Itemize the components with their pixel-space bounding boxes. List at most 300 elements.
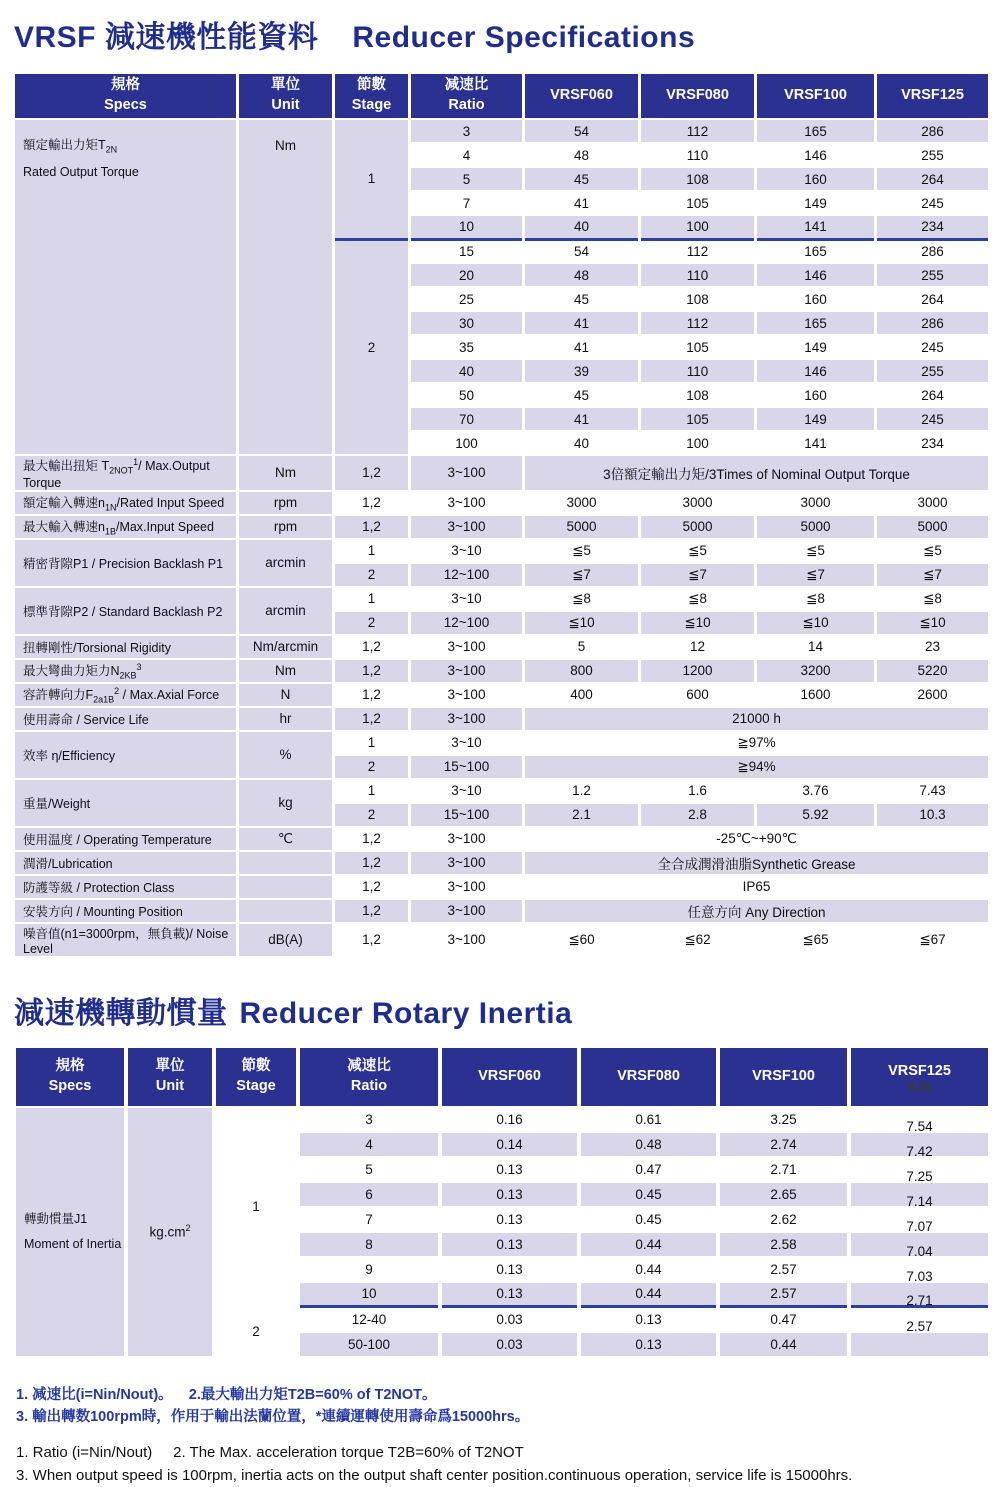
cell: 105 [640, 335, 756, 359]
ratio: 3~100 [410, 827, 524, 851]
footnote-en-1: 1. Ratio (i=Nin/Nout) 2. The Max. acceleration torque T2B=60% of T2NOT [16, 1442, 988, 1465]
cell: 105 [640, 191, 756, 215]
cell: 149 [756, 191, 876, 215]
ratio: 10 [298, 1282, 440, 1307]
table-row [14, 539, 990, 563]
offset-value: 7.54 [906, 1119, 932, 1134]
cell: 0.48 [579, 1132, 718, 1157]
ratio: 10 [410, 215, 524, 239]
column-header: VRSF125 [876, 73, 990, 119]
cell: 5.92 [756, 803, 876, 827]
stage: 1 [334, 119, 410, 239]
table-row [14, 707, 990, 731]
ratio: 12~100 [410, 611, 524, 635]
spec-efficiency: 效率 η/Efficiency [14, 731, 238, 779]
ratio: 5 [410, 167, 524, 191]
cell: 255 [876, 143, 990, 167]
cell: 任意方向 Any Direction [524, 899, 990, 923]
column-header: VRSF060 [440, 1047, 579, 1107]
cell: arcmin [238, 539, 334, 587]
footnotes [16, 1384, 988, 1487]
cell: 1.2 [524, 779, 640, 803]
spec-rated-output-torque: 額定輸出力矩$T_{2N}$ Rated Output Torque [14, 119, 238, 455]
column-header: VRSF080 [579, 1047, 718, 1107]
cell: 0.44 [579, 1282, 718, 1307]
footnote-zh-2: 3. 輸出轉数100rpm時，作用于輸出法蘭位置，*連續運轉使用壽命爲15000hrs。 [16, 1406, 988, 1428]
stage: 1 [334, 731, 410, 755]
cell: 286 [876, 239, 990, 263]
footnote-zh-1: 1. 减速比(i=Nin/Nout)。 2.最大輸出力矩T2B=60% of T2NOT。 [16, 1384, 988, 1406]
column-header: VRSF125 9.21 [849, 1047, 990, 1107]
cell: 245 [876, 335, 990, 359]
cell: 108 [640, 287, 756, 311]
table-row [14, 875, 990, 899]
spec-moment-of-inertia: 轉動慣量J1 Moment of Inertia [14, 1107, 126, 1357]
cell: 1.6 [640, 779, 756, 803]
cell: 2.62 [718, 1207, 849, 1232]
table-row [14, 1107, 990, 1132]
cell: 3倍額定輸出力矩/3Times of Nominal Output Torque [524, 455, 990, 491]
cell: 2600 [876, 683, 990, 707]
spec-standard-backlash: 標準背隙P2 / Standard Backlash P2 [14, 587, 238, 635]
cell: N [238, 683, 334, 707]
cell: 2.65 [718, 1182, 849, 1207]
cell: 264 [876, 287, 990, 311]
footnote-en-2: 3. When output speed is 100rpm, inertia acts on the output shaft center position.continuous operation, service life is 15000hrs. [16, 1465, 988, 1487]
offset-value: 7.25 [906, 1169, 932, 1184]
cell: ≦7 [640, 563, 756, 587]
ratio: 35 [410, 335, 524, 359]
ratio: 7 [410, 191, 524, 215]
cell: kg [238, 779, 334, 827]
cell: 0.13 [440, 1182, 579, 1207]
cell: 141 [756, 431, 876, 455]
cell: 146 [756, 143, 876, 167]
spec-rated-input-speed: 額定輸入轉速$n_{1N}$/Rated Input Speed [14, 491, 238, 515]
table-row [14, 587, 990, 611]
cell [849, 1157, 990, 1182]
cell: 0.47 [579, 1157, 718, 1182]
ratio: 3~100 [410, 455, 524, 491]
stage: 2 [334, 563, 410, 587]
stage: 1 [334, 587, 410, 611]
cell: 5 [524, 635, 640, 659]
cell: ≦8 [756, 587, 876, 611]
cell: 160 [756, 167, 876, 191]
rotary-inertia-table [12, 1046, 992, 1358]
cell: 1600 [756, 683, 876, 707]
cell: 112 [640, 119, 756, 143]
cell: 3000 [640, 491, 756, 515]
cell: hr [238, 707, 334, 731]
cell: 2.8 [640, 803, 756, 827]
cell: 600 [640, 683, 756, 707]
cell: ≦10 [640, 611, 756, 635]
ratio: 9 [298, 1257, 440, 1282]
ratio: 3~100 [410, 515, 524, 539]
cell: 100 [640, 215, 756, 239]
cell: 2.1 [524, 803, 640, 827]
cell: 165 [756, 311, 876, 335]
cell: 0.44 [718, 1332, 849, 1357]
column-header: 節數 Stage [334, 73, 410, 119]
cell: ≧94% [524, 755, 990, 779]
cell: 3.76 [756, 779, 876, 803]
cell: 14 [756, 635, 876, 659]
inertia-title-en: Reducer Rotary Inertia [240, 997, 573, 1030]
column-header: 單位 Unit [238, 73, 334, 119]
stage: 1,2 [334, 899, 410, 923]
cell: 112 [640, 311, 756, 335]
cell: 2.57 [718, 1282, 849, 1307]
cell: 2.57 [718, 1257, 849, 1282]
cell: 2.71 [718, 1157, 849, 1182]
ratio: 100 [410, 431, 524, 455]
cell: 5220 [876, 659, 990, 683]
offset-value: 7.04 [906, 1244, 932, 1259]
cell: ≦5 [524, 539, 640, 563]
cell: 112 [640, 239, 756, 263]
cell: 110 [640, 359, 756, 383]
cell: 264 [876, 383, 990, 407]
cell: ≦10 [876, 611, 990, 635]
cell: 3000 [524, 491, 640, 515]
ratio: 50 [410, 383, 524, 407]
stage: 1 [214, 1107, 298, 1307]
column-header: 减速比 Ratio [410, 73, 524, 119]
cell: 0.16 [440, 1107, 579, 1132]
cell: 10.3 [876, 803, 990, 827]
cell: 41 [524, 407, 640, 431]
cell: ≦5 [640, 539, 756, 563]
table-row [14, 731, 990, 755]
cell: ≦7 [876, 563, 990, 587]
ratio: 5 [298, 1157, 440, 1182]
offset-value: 2.57 [906, 1319, 932, 1334]
cell: 3.25 [718, 1107, 849, 1132]
cell: 40 [524, 215, 640, 239]
cell: 1200 [640, 659, 756, 683]
cell: 105 [640, 407, 756, 431]
cell: 40 [524, 431, 640, 455]
ratio: 3~100 [410, 707, 524, 731]
ratio: 3~100 [410, 899, 524, 923]
cell: 21000 h [524, 707, 990, 731]
table-row [14, 455, 990, 491]
table-row [14, 899, 990, 923]
stage: 1,2 [334, 635, 410, 659]
ratio: 70 [410, 407, 524, 431]
cell: ≦60 [524, 923, 640, 957]
cell: 800 [524, 659, 640, 683]
stage: 1,2 [334, 827, 410, 851]
table-row [14, 827, 990, 851]
ratio: 25 [410, 287, 524, 311]
ratio: 20 [410, 263, 524, 287]
cell: 0.44 [579, 1232, 718, 1257]
ratio: 3~100 [410, 635, 524, 659]
cell: 45 [524, 167, 640, 191]
spec-max-axial-force: 容許轉向力$F_{2a1B}^2$ / Max.Axial Force [14, 683, 238, 707]
ratio: 3~10 [410, 731, 524, 755]
inertia-section-title [14, 988, 988, 1032]
ratio: 12-40 [298, 1307, 440, 1332]
column-header: VRSF080 [640, 73, 756, 119]
cell: 0.61 [579, 1107, 718, 1132]
cell: ≦67 [876, 923, 990, 957]
offset-value: 2.71 [906, 1293, 932, 1308]
cell [238, 899, 334, 923]
spec-max-bending-moment: 最大彎曲力矩力$N_{2KB}^3$ [14, 659, 238, 683]
cell: 41 [524, 191, 640, 215]
cell: 0.03 [440, 1332, 579, 1357]
column-header: 單位 Unit [126, 1047, 214, 1107]
cell: 2.58 [718, 1232, 849, 1257]
cell: 146 [756, 359, 876, 383]
ratio: 50-100 [298, 1332, 440, 1357]
stage: 2 [334, 239, 410, 455]
stage: 1,2 [334, 851, 410, 875]
cell: ≦8 [640, 587, 756, 611]
offset-value: 7.14 [906, 1194, 932, 1209]
ratio: 3 [410, 119, 524, 143]
cell: ≦7 [756, 563, 876, 587]
ratio: 4 [298, 1132, 440, 1157]
cell: -25℃~+90℃ [524, 827, 990, 851]
cell [849, 1282, 990, 1307]
cell: 0.13 [440, 1232, 579, 1257]
cell: 23 [876, 635, 990, 659]
spec-weight: 重量/Weight [14, 779, 238, 827]
cell: ≦5 [876, 539, 990, 563]
table-row [14, 635, 990, 659]
cell: 0.13 [440, 1257, 579, 1282]
cell: ≦8 [876, 587, 990, 611]
cell [238, 875, 334, 899]
stage: 1,2 [334, 923, 410, 957]
cell: Nm [238, 455, 334, 491]
cell: 5000 [640, 515, 756, 539]
cell [849, 1107, 990, 1132]
cell: 160 [756, 383, 876, 407]
ratio: 3~10 [410, 539, 524, 563]
ratio: 15~100 [410, 803, 524, 827]
ratio: 3~100 [410, 875, 524, 899]
ratio: 7 [298, 1207, 440, 1232]
cell: 141 [756, 215, 876, 239]
cell: ≦5 [756, 539, 876, 563]
cell: 12 [640, 635, 756, 659]
cell: 255 [876, 263, 990, 287]
cell: 3000 [756, 491, 876, 515]
stage: 1,2 [334, 491, 410, 515]
cell: 0.45 [579, 1207, 718, 1232]
cell: 45 [524, 383, 640, 407]
cell: ≦62 [640, 923, 756, 957]
cell: ≦8 [524, 587, 640, 611]
cell: 5000 [876, 515, 990, 539]
cell: ≦10 [756, 611, 876, 635]
stage: 1,2 [334, 683, 410, 707]
ratio: 3~10 [410, 779, 524, 803]
cell: rpm [238, 515, 334, 539]
cell [849, 1182, 990, 1207]
cell: 0.03 [440, 1307, 579, 1332]
cell: 286 [876, 311, 990, 335]
cell: 5000 [524, 515, 640, 539]
ratio: 15~100 [410, 755, 524, 779]
spec-protection-class: 防護等級 / Protection Class [14, 875, 238, 899]
cell: 0.13 [579, 1332, 718, 1357]
ratio: 4 [410, 143, 524, 167]
cell: 0.45 [579, 1182, 718, 1207]
cell: 234 [876, 431, 990, 455]
cell: 48 [524, 143, 640, 167]
stage: 1,2 [334, 875, 410, 899]
stage: 2 [334, 611, 410, 635]
spec-precision-backlash: 精密背隙P1 / Precision Backlash P1 [14, 539, 238, 587]
spec-service-life: 使用壽命 / Service Life [14, 707, 238, 731]
spec-max-input-speed: 最大輸入轉速$n_{1B}/Max.Input$ Speed [14, 515, 238, 539]
cell: ≦10 [524, 611, 640, 635]
cell: 0.13 [440, 1157, 579, 1182]
column-header: 减速比 Ratio [298, 1047, 440, 1107]
ratio: 3~100 [410, 491, 524, 515]
stage: 2 [214, 1307, 298, 1357]
cell: dB(A) [238, 923, 334, 957]
table-row [14, 119, 990, 143]
cell: 5000 [756, 515, 876, 539]
cell: 0.47 [718, 1307, 849, 1332]
ratio: 30 [410, 311, 524, 335]
column-header: VRSF060 [524, 73, 640, 119]
cell: 41 [524, 335, 640, 359]
cell [849, 1257, 990, 1282]
table-row [14, 659, 990, 683]
spec-title-en: Reducer Specifications [352, 21, 695, 54]
cell: 165 [756, 239, 876, 263]
spec-max-output-torque: 最大輸出扭矩 $T_{2NOT}^1/$ Max.Output Torque [14, 455, 238, 491]
spec-operating-temperature: 使用温度 / Operating Temperature [14, 827, 238, 851]
ratio: 40 [410, 359, 524, 383]
cell: Nm/arcmin [238, 635, 334, 659]
ratio: 3~100 [410, 851, 524, 875]
column-header: VRSF100 [756, 73, 876, 119]
cell [238, 851, 334, 875]
ratio: 3 [298, 1107, 440, 1132]
cell: 0.44 [579, 1257, 718, 1282]
cell [849, 1307, 990, 1332]
stage: 1,2 [334, 659, 410, 683]
spec-mounting-position: 安裝方向 / Mounting Position [14, 899, 238, 923]
table-row [14, 779, 990, 803]
offset-value: 7.03 [906, 1269, 932, 1284]
ratio: 6 [298, 1182, 440, 1207]
column-header: 規格 Specs [14, 73, 238, 119]
spec-section-title [14, 12, 988, 56]
cell: 255 [876, 359, 990, 383]
cell: 160 [756, 287, 876, 311]
cell: 100 [640, 431, 756, 455]
spec-torsional-rigidity: 扭轉剛性/Torsional Rigidity [14, 635, 238, 659]
cell: 149 [756, 407, 876, 431]
cell: 7.43 [876, 779, 990, 803]
cell [849, 1207, 990, 1232]
cell: 146 [756, 263, 876, 287]
cell: 149 [756, 335, 876, 359]
cell: 286 [876, 119, 990, 143]
spec-noise-level: 噪音值(n1=3000rpm，無負載)/ Noise Level [14, 923, 238, 957]
ratio: 12~100 [410, 563, 524, 587]
cell: 48 [524, 263, 640, 287]
table-row [14, 491, 990, 515]
cell: Nm [238, 659, 334, 683]
cell: 245 [876, 191, 990, 215]
stage: 1 [334, 779, 410, 803]
cell: 0.13 [440, 1282, 579, 1307]
stage: 1,2 [334, 455, 410, 491]
table-row [14, 923, 990, 957]
stage: 2 [334, 803, 410, 827]
cell: 165 [756, 119, 876, 143]
cell: 54 [524, 239, 640, 263]
cell: 110 [640, 263, 756, 287]
cell: % [238, 731, 334, 779]
cell [849, 1332, 990, 1357]
cell: 108 [640, 383, 756, 407]
cell: 45 [524, 287, 640, 311]
cell: 全合成潤滑油脂Synthetic Grease [524, 851, 990, 875]
stage: 1,2 [334, 515, 410, 539]
cell: $kg.cm^2$ [126, 1107, 214, 1357]
cell: rpm [238, 491, 334, 515]
offset-value: 7.07 [906, 1219, 932, 1234]
ratio: 3~100 [410, 659, 524, 683]
cell: ≧97% [524, 731, 990, 755]
ratio: 15 [410, 239, 524, 263]
column-header: 規格 Specs [14, 1047, 126, 1107]
cell: 0.13 [579, 1307, 718, 1332]
table-row [14, 515, 990, 539]
cell: 3000 [876, 491, 990, 515]
cell: 39 [524, 359, 640, 383]
table-row [14, 683, 990, 707]
ratio: 3~100 [410, 923, 524, 957]
cell: Nm [238, 119, 334, 455]
reducer-specifications-table [12, 72, 991, 958]
cell [849, 1232, 990, 1257]
ratio: 3~100 [410, 683, 524, 707]
ratio: 3~10 [410, 587, 524, 611]
cell: IP65 [524, 875, 990, 899]
cell: 234 [876, 215, 990, 239]
stage: 1,2 [334, 707, 410, 731]
cell: 54 [524, 119, 640, 143]
column-header: 節數 Stage [214, 1047, 298, 1107]
table-row [14, 851, 990, 875]
cell: 0.13 [440, 1207, 579, 1232]
cell: ≦65 [756, 923, 876, 957]
cell: 41 [524, 311, 640, 335]
cell: arcmin [238, 587, 334, 635]
cell: 264 [876, 167, 990, 191]
cell: ℃ [238, 827, 334, 851]
stage: 2 [334, 755, 410, 779]
cell: 3200 [756, 659, 876, 683]
cell [849, 1132, 990, 1157]
cell: 110 [640, 143, 756, 167]
spec-title-zh: VRSF 減速機性能資料 [14, 21, 318, 54]
